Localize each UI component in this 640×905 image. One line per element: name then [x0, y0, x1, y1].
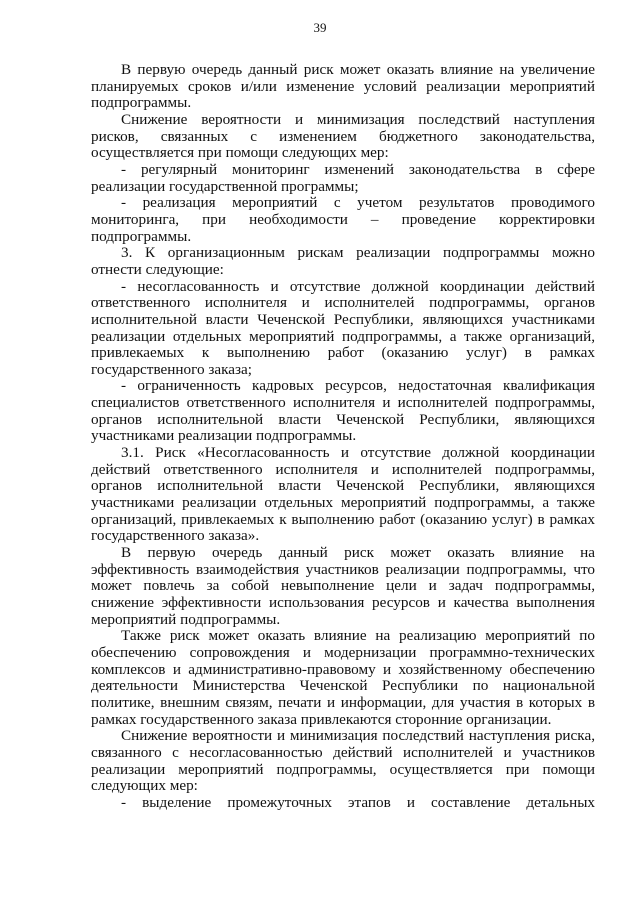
paragraph-budget-risk-mitigation: Снижение вероятности и минимизация последствий наступления рисков, связанных с изменением бюджетного законодательства, осуществляется при помощи следующих мер: — [91, 110, 595, 162]
list-item-personnel-risk: - ограниченность кадровых ресурсов, недостаточная квалификация специалистов ответственного исполнителя и исполнителей подпрограммы, органов исполнительной власти Чеченской Республики, являющихся участниками реализации подпрограммы. — [91, 377, 595, 445]
paragraph-risk-3-1: 3.1. Риск «Несогласованность и отсутствие должной координации действий ответственного исполнителя и исполнителей подпрограммы, органов исполнительной власти Чеченской Республики, являющихся участниками реализации отдельных мероприятий подпрограммы, а также организаций, привлекаемых к выполнению работ (оказанию услуг) в рамках государственного заказа». — [91, 444, 595, 545]
paragraph-organizational-risks: 3. К организационным рискам реализации подпрограммы можно отнести следующие: — [91, 244, 595, 278]
paragraph-risk-impact-support: Также риск может оказать влияние на реализацию мероприятий по обеспечению сопровождения и модернизации программно-технических комплексов и административно-правовому и хозяйственному обеспечению деятельности Министерства Чеченской Республики по национальной политике, внешним связям, печати и информации, для участия в которых в рамках государственного заказа привлекаются сторонние организации. — [91, 627, 595, 728]
document-body — [91, 62, 595, 812]
list-item-coordination-risk: - несогласованность и отсутствие должной координации действий ответственного исполнителя и исполнителей подпрограммы, органов исполнительной власти Чеченской Республики, являющихся участниками реализации отдельных мероприятий подпрограммы, а также организаций, привлекаемых к выполнению работ (оказанию услуг) в рамках государственного заказа; — [91, 277, 595, 378]
list-item-monitoring-adjustment: - реализация мероприятий с учетом результатов проводимого мониторинга, при необходимости – проведение корректировки подпрограммы. — [91, 194, 595, 245]
paragraph-coordination-mitigation: Снижение вероятности и минимизация последствий наступления риска, связанного с несогласованностью действий исполнителей и участников реализации мероприятий подпрограммы, осуществляется при помощи следующих мер: — [91, 727, 595, 795]
paragraph-risk-impact-efficiency: В первую очередь данный риск может оказать влияние на эффективность взаимодействия участников реализации подпрограммы, что может повлечь за собой невыполнение цели и задач подпрограммы, снижение эффективности использования ресурсов и качества выполнения мероприятий подпрограммы. — [91, 544, 595, 628]
list-item-legislation-monitoring: - регулярный мониторинг изменений законодательства в сфере реализации государственной программы; — [91, 160, 595, 195]
page-number: 39 — [313, 20, 327, 35]
paragraph-risk-impact-deadlines: В первую очередь данный риск может оказать влияние на увеличение планируемых сроков и/или изменение условий реализации мероприятий подпрограммы. — [91, 61, 595, 112]
list-item-intermediate-stages: - выделение промежуточных этапов и составление детальных — [121, 793, 595, 811]
